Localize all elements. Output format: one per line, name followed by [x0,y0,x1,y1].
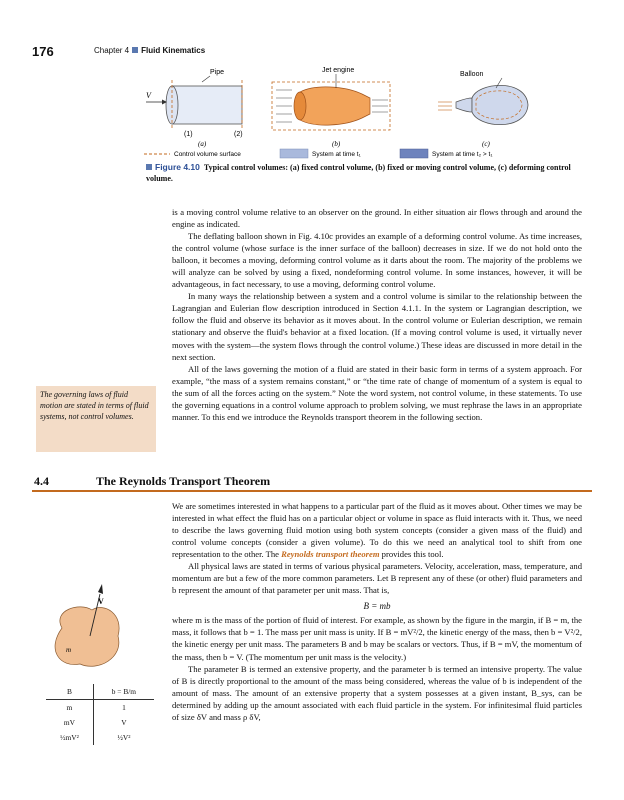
table-cell: mV [46,715,93,730]
legend-t1-swatch [280,149,308,158]
table-cell: V [121,718,127,727]
mass-label: m [66,646,72,654]
chapter-title: Fluid Kinematics [141,46,206,55]
table-row [46,715,154,730]
subfig-b-label: (b) [332,140,341,148]
paragraph: is a moving control volume relative to an observer on the ground. In either situation air flows through and around the engine as indicated. [172,207,582,230]
table-cell: 1 [122,703,126,712]
paragraph-text: provides this tool. [379,549,444,560]
table-header: B [46,684,93,700]
legend-t1-label: System at time t₁ [312,151,361,158]
jet-engine-diagram [272,74,390,130]
margin-figure [32,580,152,680]
arrow-head-icon [98,584,103,594]
key-term: Reynolds transport theorem [281,549,380,560]
body-text-top [172,206,582,423]
table-cell: ½mV² [46,730,93,745]
chapter-label: Chapter 4 [94,46,130,55]
equation-row [172,596,582,614]
paragraph: The parameter B is termed an extensive property, and the parameter b is termed an intensive property. The value of B is directly proportional to the amount of the mass being considered, whereas the value of b is independent of the amount of mass. The amount of an extensive property that a system possesses at a given instant, B_sys, can be determined by adding up the amount associated with each fluid particle in the system. For infinitesimal fluid particles of size δV and mass ρ δV, [172,663,582,722]
velocity-label: V [146,91,151,100]
pipe-diagram [146,76,242,130]
equation: B = mb [363,601,391,612]
paragraph: where m is the mass of the portion of fluid of interest. For example, as shown by the figure in the margin, if B = m, the mass, it follows that b = 1. The mass per unit mass is unity. If B = mV²/2, the kinetic energy of the mass, then b = V²/2, the kinetic energy per unit mass. The parameters B and b may be scalars or vectors. Thus, if B = mV, the momentum of the mass, then b = V. (The momentum per unit mass is the velocity.) [172,615,582,662]
vector-label: V [98,597,104,606]
page-number: 176 [32,44,54,59]
figure-label: Figure 4.10 [155,162,200,172]
margin-note: The governing laws of fluid motion are stated in terms of fluid systems, not control volumes. [36,386,156,452]
balloon-diagram [438,78,528,125]
table-row [46,730,154,745]
section-heading [32,474,592,490]
running-head [94,46,205,55]
balloon-label: Balloon [460,71,484,78]
pipe-label: Pipe [210,69,225,76]
paragraph [172,500,582,560]
section-2-label: (2) [234,131,243,138]
section-title: The Reynolds Transport Theorem [96,474,271,488]
legend-t2-swatch [400,149,428,158]
section-rule [32,490,592,492]
legend-t2-label: System at time t₂ > t₁ [432,151,493,158]
section-1-label: (1) [184,131,193,138]
table-cell: ½V² [117,733,131,742]
table-header: b = B/m [93,684,154,700]
margin-table [46,684,154,745]
subfig-a-label: (a) [198,140,207,148]
caption-square-icon [146,164,152,170]
jet-engine-label: Jet engine [322,67,355,74]
body-text-bottom [172,500,582,723]
paragraph: All of the laws governing the motion of a fluid are stated in their basic form in terms of a system approach. For example, “the mass of a system remains constant,” or “the time rate of change of momentum of a system is equal to the sum of all the forces acting on the system.” Note the word system, not control volume, in these statements. To use the governing equations in a control volume approach to problem solving, we must rephrase the laws in an appropriate manner. To this end we introduce the Reynolds transport theorem in the following section. [172,363,582,422]
figure-caption [146,162,586,184]
fluid-particle [55,607,119,666]
paragraph: The deflating balloon shown in Fig. 4.10c provides an example of a deforming control volume. As time increases, the control volume (whose surface is the inner surface of the balloon) decreases in size. If we do not hold onto the balloon, it becomes a moving, deforming control volume as it darts about the room. The majority of the problems we will analyze can be solved by using a fixed, nondeforming control volume. In some instances, however, it will be advantageous, in fact necessary, to use a moving, deforming control volume. [172,231,582,290]
paragraph-text: We are sometimes interested in what happens to a particular part of the fluid as it moves about. Other times we may be interested in what effect the fluid has on a particular object or volume in space as fluid interacts with it. Thus, we need to describe the laws governing fluid motion using both system concepts (consider a given mass of the fluid) and control volume concepts (consider a given volume). To do this we need an analytical tool to shift from one representation to the other. The [172,501,582,560]
section-number: 4.4 [34,474,49,488]
caption-text: Typical control volumes: (a) fixed control volume, (b) fixed or moving control volume, (c) deforming control volume. [146,163,571,183]
table-row [46,700,154,716]
bullet-square-icon [132,47,138,53]
paragraph: All physical laws are stated in terms of various physical parameters. Velocity, acceleration, mass, temperature, and momentum are but a few of the more common parameters. Let B represent any of these (or other) fluid parameters and b represent the amount of that parameter per unit mass. That is, [172,561,582,596]
table-cell: m [46,700,93,716]
legend-cv-label: Control volume surface [174,151,241,158]
paragraph: In many ways the relationship between a system and a control volume is similar to the relationship between the Lagrangian and Eulerian flow description introduced in Section 4.1.1. In the system or Lagrangian description, we follow the fluid and observe its behavior as it moves about. In the control volume or Eulerian description, we remain stationary and observe the fluid's behavior at a fixed location. (If a moving control volume is used, it virtually never moves with the system—the system flows through the control volume.) These ideas are discussed in more detail in the next section. [172,291,582,362]
subfig-c-label: (c) [482,140,490,148]
